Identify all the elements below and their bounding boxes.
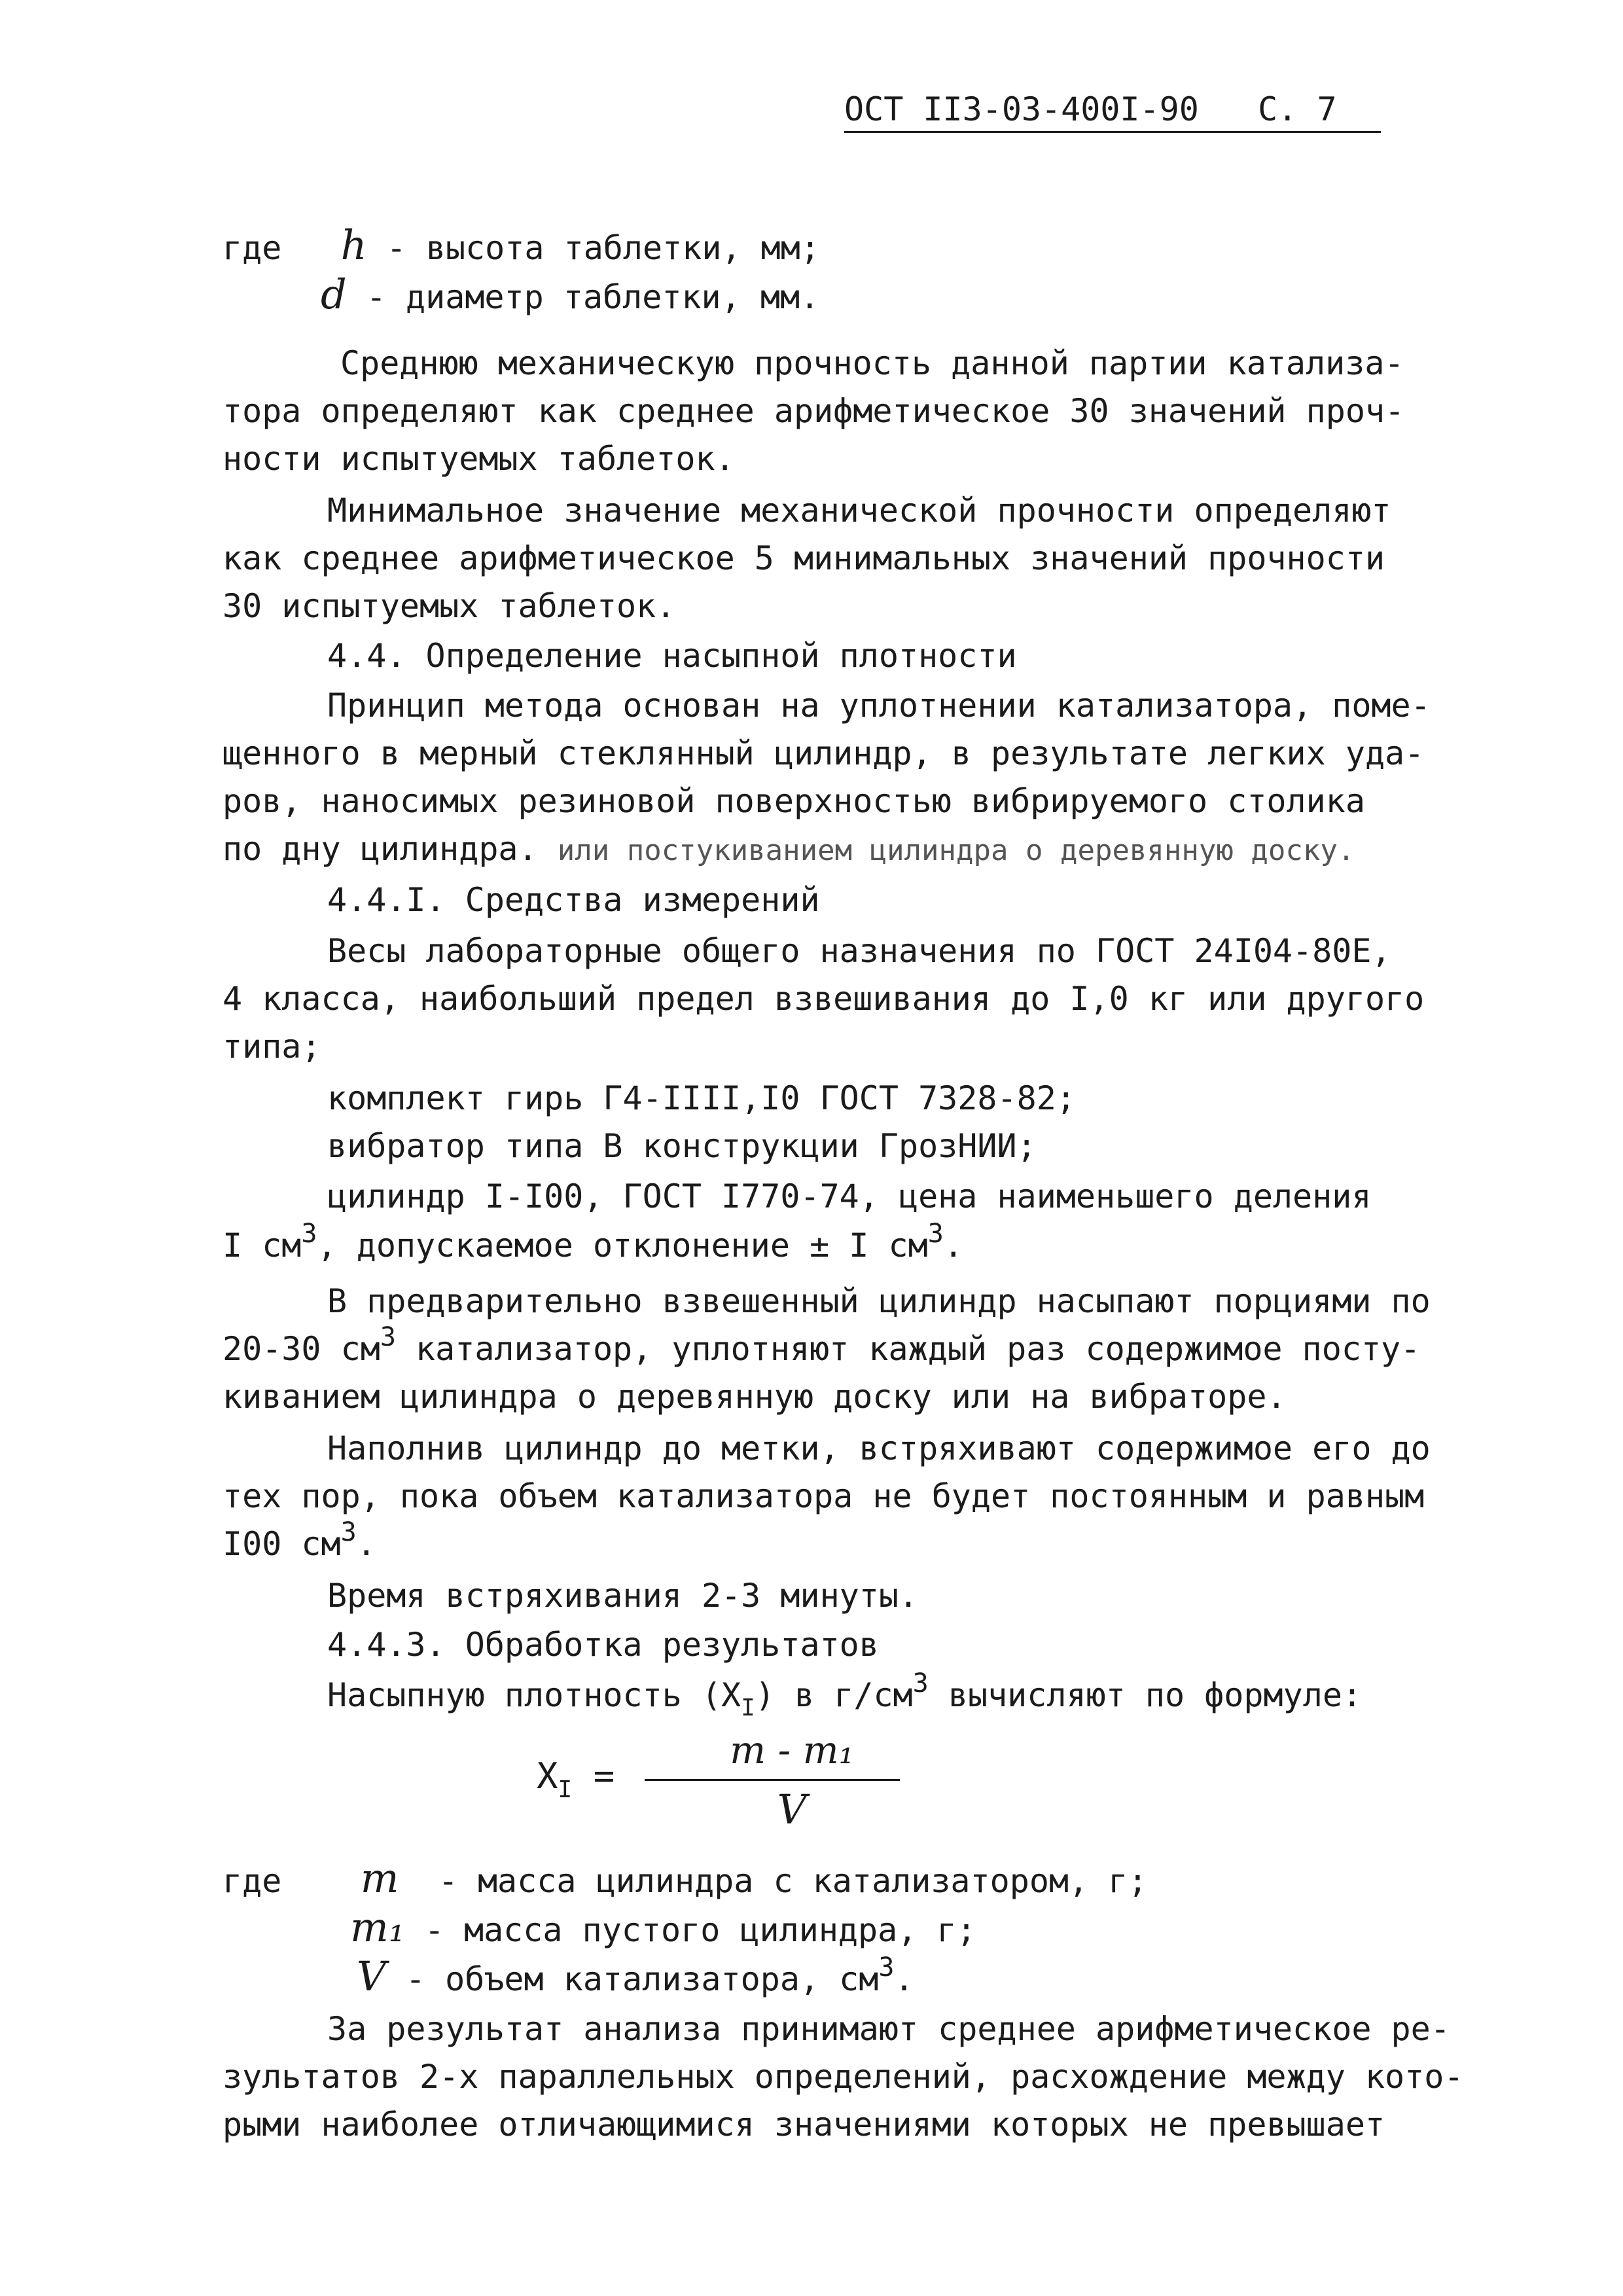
result-line: рыми наиболее отличающимися значениями которых не превышает bbox=[223, 2106, 1385, 2144]
shaking-time-line: Время встряхивания 2-3 минуты. bbox=[327, 1577, 919, 1615]
weights-line: комплект гирь Г4-IIII,I0 ГОСТ 7328-82; bbox=[327, 1079, 1076, 1117]
scales-line: 4 класса, наибольший предел взвешивания до I,0 кг или другого bbox=[223, 980, 1425, 1018]
para3-line: щенного в мерный стеклянный цилиндр, в результате легких уда- bbox=[223, 734, 1425, 772]
section-heading-4-4: 4.4. Определение насыпной плотности bbox=[327, 637, 1017, 675]
where-d-line: d - диаметр таблетки, мм. bbox=[321, 270, 820, 318]
density-formula bbox=[537, 1728, 1034, 1833]
para2-line: как среднее арифметическое 5 минимальных значений прочности bbox=[223, 539, 1385, 577]
page-number: С. 7 bbox=[1258, 90, 1337, 128]
procedure-line: I00 $см^3$. bbox=[223, 1517, 376, 1563]
para1-line: ности испытуемых таблеток. bbox=[223, 440, 735, 478]
symbol-h: h bbox=[340, 221, 367, 269]
procedure-line: В предварительно взвешенный цилиндр насыпают порциями по bbox=[327, 1282, 1431, 1320]
result-line: За результат анализа принимают среднее арифметическое ре- bbox=[327, 2010, 1450, 2048]
symbol-v: V bbox=[357, 1952, 386, 2000]
where-v-line: V - объем катализатора, $см^3$. bbox=[357, 1952, 914, 2000]
symbol-m: m bbox=[360, 1854, 399, 1902]
symbol-m1: m₁ bbox=[350, 1903, 405, 1951]
para3-line: Принцип метода основан на уплотнении катализатора, поме- bbox=[327, 687, 1431, 725]
para1-line: тора определяют как среднее арифметическое 30 значений проч- bbox=[223, 392, 1405, 430]
formula-lhs: $X_I$ = bbox=[537, 1755, 615, 1803]
para3-line: по дну цилиндра. или постукиванием цилиндра о деревянную доску. bbox=[223, 830, 1355, 868]
fraction-bar bbox=[645, 1779, 900, 1781]
para2-line: 30 испытуемых таблеток. bbox=[223, 587, 676, 625]
formula-denominator: V bbox=[777, 1785, 807, 1833]
para2-line: Минимальное значение механической прочности определяют bbox=[327, 492, 1391, 529]
typed-insert: или постукиванием цилиндра о деревянную доску. bbox=[557, 834, 1355, 867]
scales-line: типа; bbox=[223, 1028, 321, 1066]
procedure-line: тех пор, пока объем катализатора не будет постоянным и равным bbox=[223, 1477, 1425, 1515]
where-m1-line: m₁ - масса пустого цилиндра, г; bbox=[350, 1903, 976, 1951]
procedure-line: Наполнив цилиндр до метки, встряхивают содержимое его до bbox=[327, 1429, 1431, 1467]
para1-line: Среднюю механическую прочность данной партии катализа- bbox=[340, 344, 1404, 382]
para3-line: ров, наносимых резиновой поверхностью вибрируемого столика bbox=[223, 782, 1365, 820]
standard-number: ОСТ II3-03-400I-90 bbox=[844, 90, 1199, 128]
where-h-line: где h - высота таблетки, мм; bbox=[223, 221, 820, 269]
vibrator-line: вибратор типа В конструкции ГрозНИИ; bbox=[327, 1127, 1037, 1165]
procedure-line: 20-30 $см^3$ катализатор, уплотняют каждый раз содержимое посту- bbox=[223, 1322, 1421, 1368]
cylinder-line: цилиндр I-I00, ГОСТ I770-74, цена наименьшего деления bbox=[327, 1177, 1372, 1215]
where-m-line: где m - масса цилиндра с катализатором, г; bbox=[223, 1854, 1148, 1902]
formula-intro: Насыпную плотность $(X_I)$ в $г/см^3$ вычисляют по формуле: bbox=[327, 1668, 1363, 1721]
symbol-d: d bbox=[321, 270, 347, 318]
procedure-line: киванием цилиндра о деревянную доску или на вибраторе. bbox=[223, 1378, 1287, 1416]
page-header bbox=[844, 90, 1381, 133]
section-heading-4-4-1: 4.4.I. Средства измерений bbox=[327, 881, 820, 919]
scales-line: Весы лабораторные общего назначения по ГОСТ 24I04-80Е, bbox=[327, 932, 1391, 970]
cylinder-tolerance-line: I $см^3$, допускаемое отклонение ± I $см^3$. bbox=[223, 1219, 963, 1265]
formula-numerator: m - m₁ bbox=[730, 1728, 854, 1772]
result-line: зультатов 2-х параллельных определений, расхождение между кото- bbox=[223, 2058, 1464, 2096]
section-heading-4-4-3: 4.4.3. Обработка результатов bbox=[327, 1626, 879, 1664]
